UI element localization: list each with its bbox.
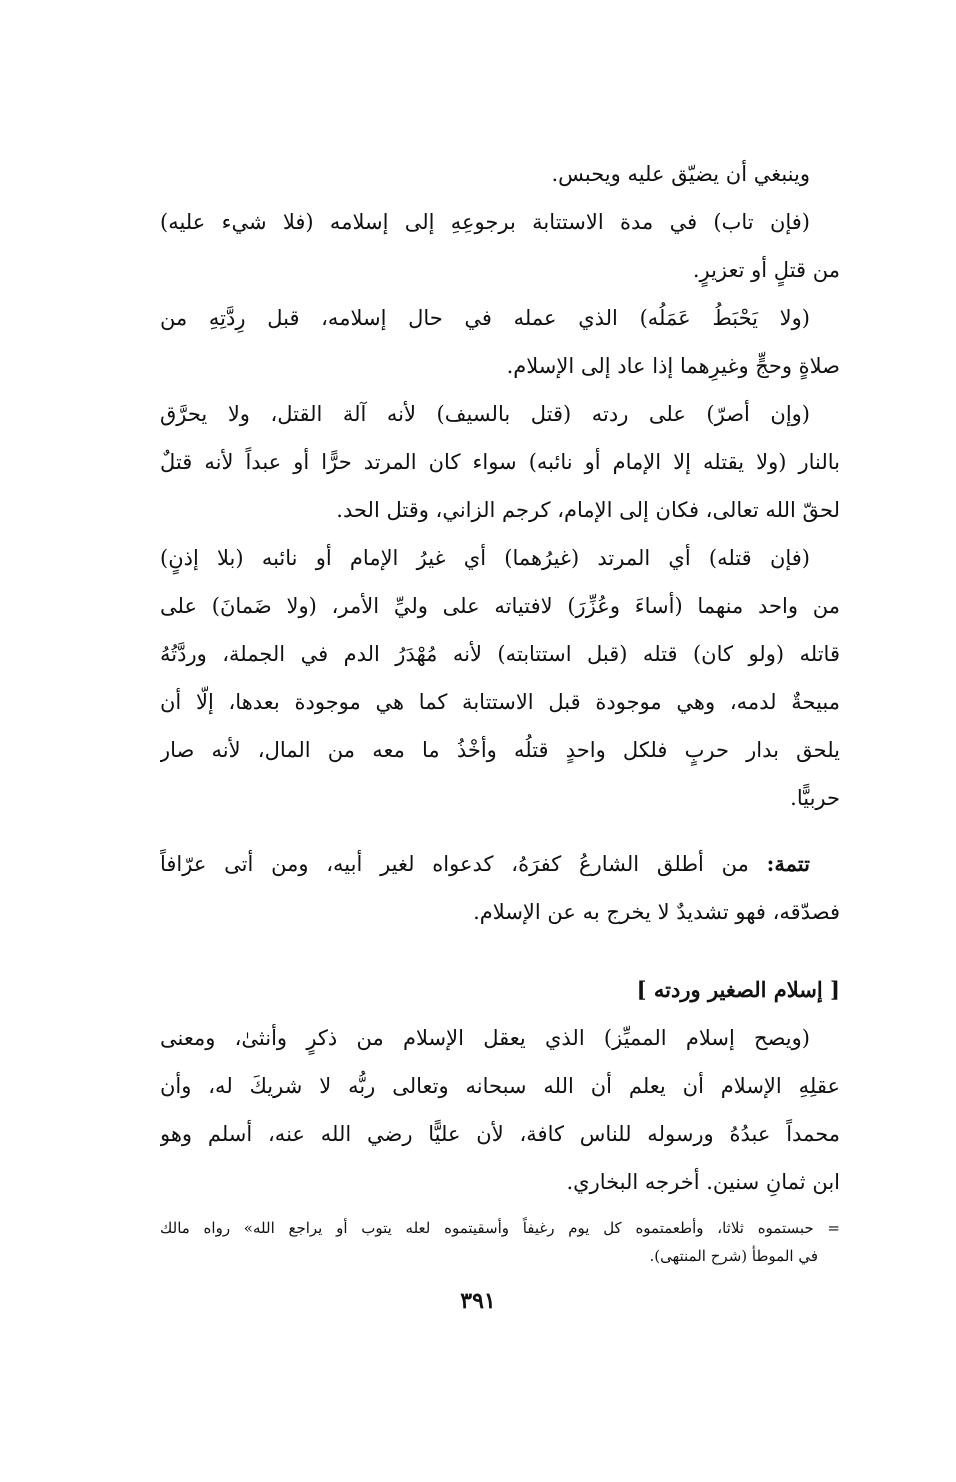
page-body — [160, 150, 840, 1270]
text-line: محمداً عبدُهُ ورسوله للناس كافة، لأن عليًّا رضي الله عنه، أسلم وهو — [160, 1122, 840, 1146]
section-heading: [ إسلام الصغير وردته ] — [636, 977, 840, 1002]
text-line: (فإن تاب) في مدة الاستتابة برجوعِهِ إلى إسلامه (فلا شيء عليه) — [160, 210, 810, 234]
text-line: يلحق بدار حربٍ فلكل واحدٍ قتلُه وأخْذُ ما معه من المال، لأنه صار — [160, 738, 840, 762]
text-line: صلاةٍ وحجٍّ وغيرِهما إذا عاد إلى الإسلام. — [506, 354, 840, 378]
text-line: لحقّ الله تعالى، فكان إلى الإمام، كرجم الزاني، وقتل الحد. — [336, 498, 840, 522]
text-line: (ويصح إسلام المميِّز) الذي يعقل الإسلام من ذكرٍ وأنثىٰ، ومعنى — [160, 1026, 810, 1050]
text-line: قاتله (ولو كان) قتله (قبل استتابته) لأنه مُهْدَرُ الدم في الجملة، وردَّتُهُ — [160, 642, 840, 666]
text-line: بالنار (ولا يقتله إلا الإمام أو نائبه) سواء كان المرتد حرًّا أو عبداً لأنه قتلٌ — [160, 450, 840, 474]
tatimma-label: تتمة: — [766, 851, 810, 876]
text-line: (ولا يَحْبَطُ عَمَلُه) الذي عمله في حال إسلامه، قبل رِدَّتِهِ من — [160, 306, 810, 330]
page-number: ٣٩١ — [460, 1288, 496, 1314]
text-line: (فإن قتله) أي المرتد (غيرُهما) أي غيرُ الإمام أو نائبه (بلا إذنٍ) — [160, 546, 810, 570]
text-line: ابن ثمانِ سنين. أخرجه البخاري. — [566, 1170, 840, 1194]
text-line: من قتلٍ أو تعزيرٍ. — [692, 258, 840, 282]
text-line: من واحد منهما (أساءَ وعُزِّرَ) لافتياته على وليِّ الأمر، (ولا ضَمانَ) على — [160, 594, 840, 618]
text-line: عقلِهِ الإسلام أن يعلم أن الله سبحانه وتعالى ربُّه لا شريكَ له، وأن — [160, 1074, 840, 1098]
footnote-line: في الموطأ (شرح المنتهى). — [649, 1247, 818, 1265]
tatimma-text: من أطلق الشارعُ كفرَهُ، كدعواه لغير أبيه، ومن أتى عرّافاً — [160, 852, 767, 876]
text-line: وينبغي أن يضيّق عليه ويحبس. — [551, 162, 810, 186]
tatimma-line — [160, 840, 840, 888]
text-line: فصدّقه، فهو تشديدٌ لا يخرج به عن الإسلام. — [473, 900, 840, 924]
footnote-line: = حبستموه ثلاثا، وأطعمتموه كل يوم رغيفاً وأسقيتموه لعله يتوب أو يراجع الله» رواه مالك — [160, 1219, 840, 1237]
text-line: (وإن أصرّ) على ردته (قتل بالسيف) لأنه آلة القتل، ولا يحرَّق — [160, 402, 810, 426]
text-line: حربيًّا. — [790, 786, 840, 810]
text-line: مبيحةٌ لدمه، وهي موجودة قبل الاستتابة كما هي موجودة بعدها، إلّا أن — [160, 690, 840, 714]
